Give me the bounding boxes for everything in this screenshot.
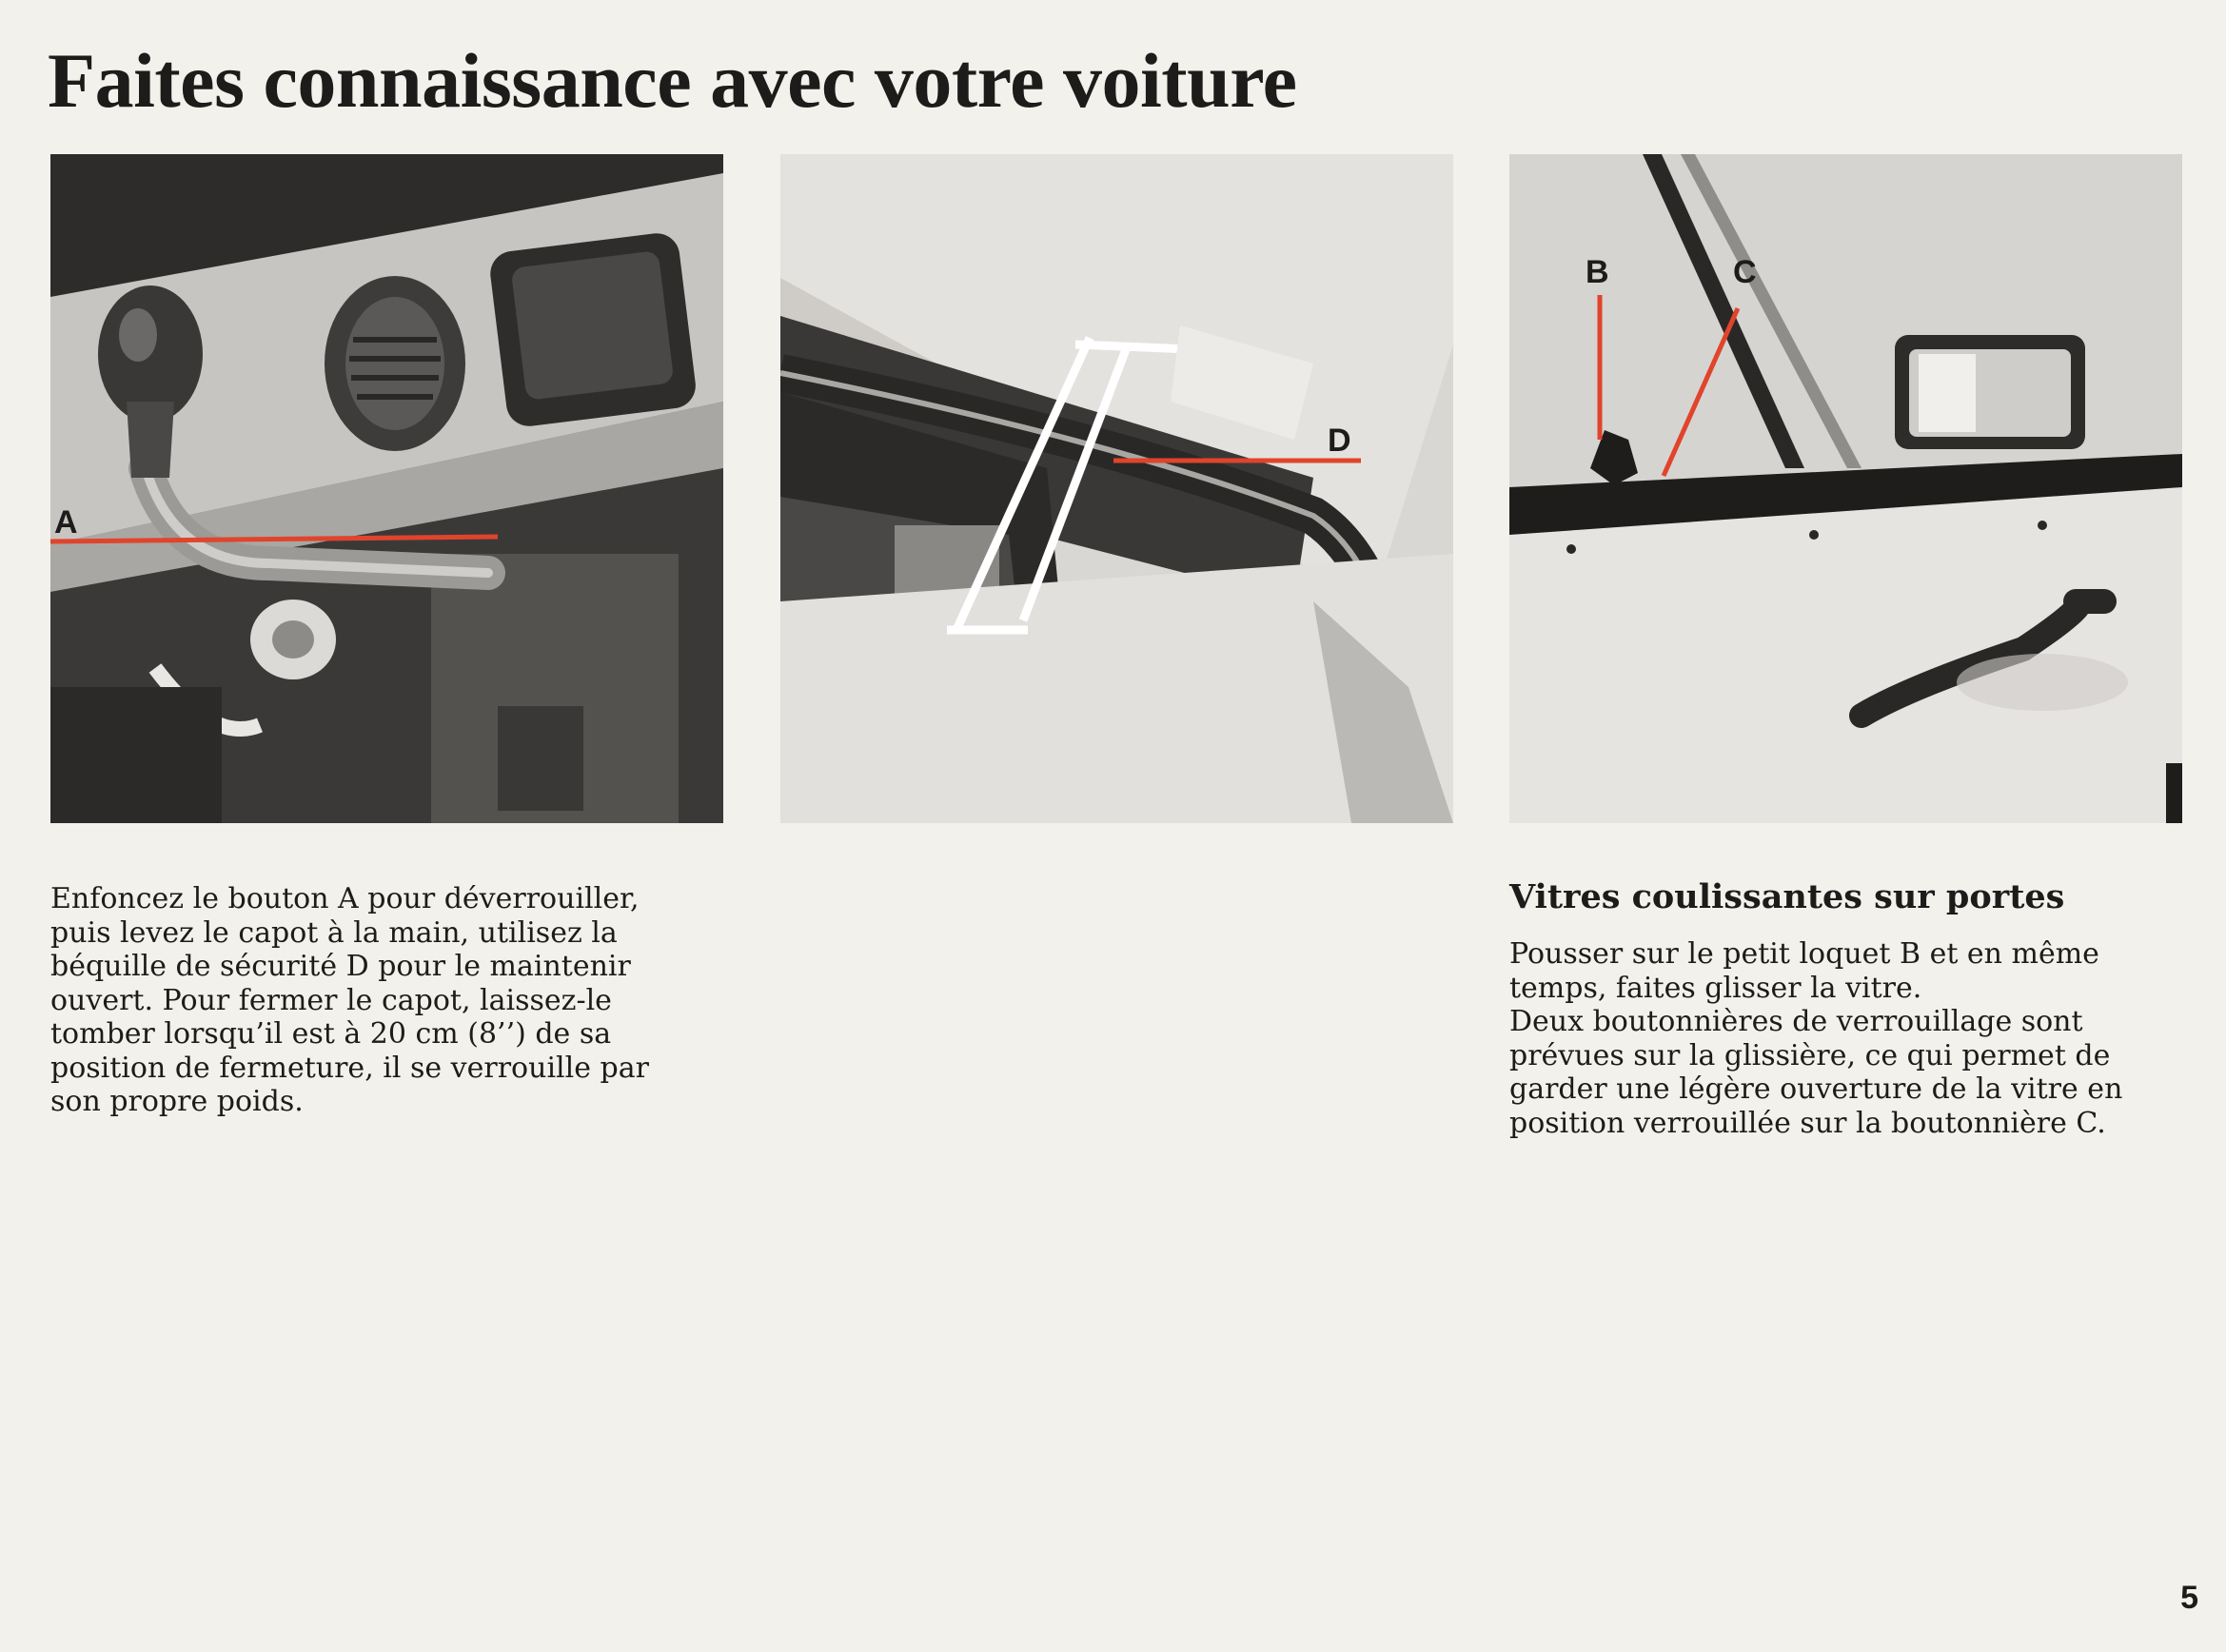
hood-release-photo xyxy=(50,154,723,823)
sliding-windows-heading: Vitres coulissantes sur portes xyxy=(1509,877,2065,916)
page-title: Faites connaissance avec votre voiture xyxy=(48,37,1297,124)
hood-prop-illustration xyxy=(780,154,1453,823)
hood-instructions-text: Enfoncez le bouton A pour déverrouiller, puis levez le capot à la main, utilisez la béquille de sécurité D pour le maintenir ouvert. Pour fermer le capot, laissez-le tomber lorsqu’il est à 20 cm (8’’) de sa position de fermeture, il se verrouille par son propre poids. xyxy=(50,882,649,1118)
hood-prop-photo xyxy=(780,154,1453,823)
callout-b: B xyxy=(1586,254,1609,290)
door-window-illustration xyxy=(1509,154,2182,823)
sliding-windows-text: Pousser sur le petit loquet B et en même temps, faites glisser la vitre. Deux boutonnières de verrouillage sont prévues sur la glissière, ce qui permet de garder une légère ouverture de la vitre en position verrouillée sur la boutonnière C. xyxy=(1509,937,2123,1140)
callout-c: C xyxy=(1733,254,1757,290)
callout-a: A xyxy=(54,504,78,541)
page-number: 5 xyxy=(2180,1580,2198,1616)
callout-d: D xyxy=(1328,423,1351,459)
door-window-photo xyxy=(1509,154,2182,823)
hood-release-illustration xyxy=(50,154,723,823)
